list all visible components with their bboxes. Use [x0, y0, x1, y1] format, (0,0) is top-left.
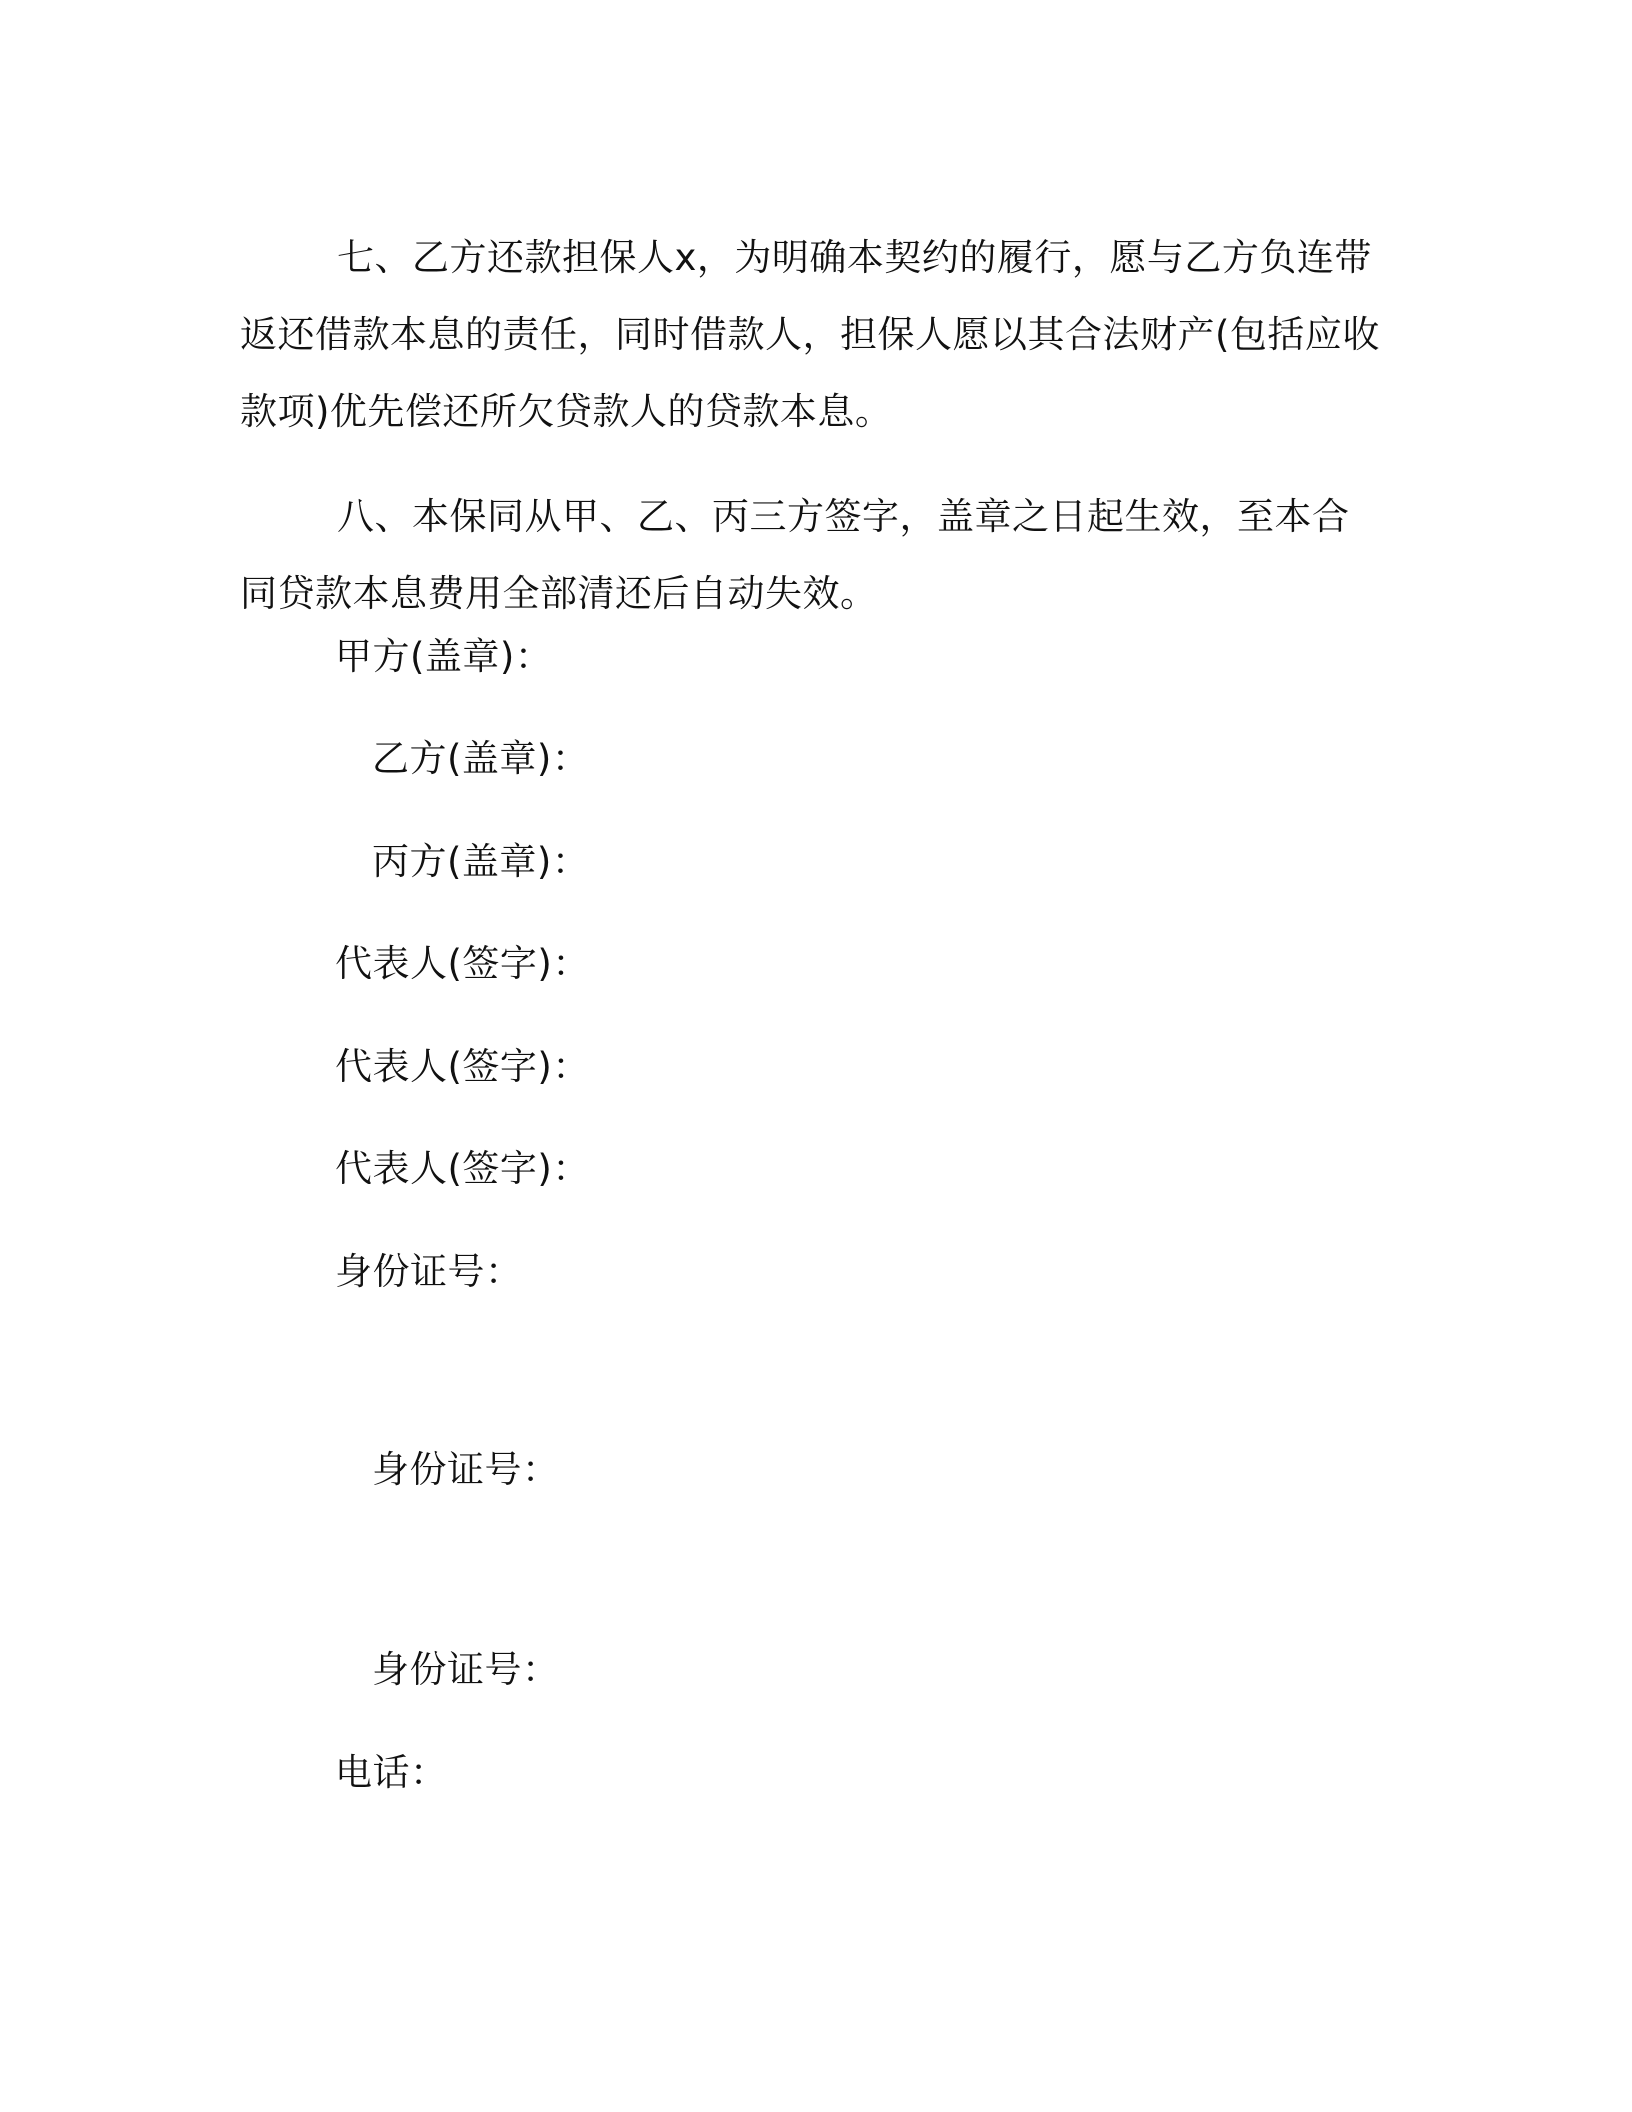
party-a-seal-label: 甲方(盖章)：: [335, 635, 553, 678]
party-c-seal-label: 丙方(盖章)：: [372, 840, 590, 883]
clause-eight-paragraph: 八、本保同从甲、乙、丙三方签字，盖章之日起生效，至本合同贷款本息费用全部清还后自动失效。: [240, 495, 1350, 615]
clause-seven-paragraph: 七、乙方还款担保人x，为明确本契约的履行，愿与乙方负连带返还借款本息的责任，同时借款人，担保人愿以其合法财产(包括应收款项)优先偿还所欠贷款人的贷款本息。: [240, 236, 1380, 433]
id-number-label-1: 身份证号：: [335, 1250, 523, 1293]
representative-signature-label-2: 代表人(签字)：: [335, 1045, 590, 1088]
party-b-seal-label: 乙方(盖章)：: [372, 737, 590, 780]
phone-label: 电话：: [335, 1751, 448, 1794]
representative-signature-label-1: 代表人(签字)：: [335, 942, 590, 985]
id-number-label-3: 身份证号：: [372, 1648, 560, 1691]
id-number-label-2: 身份证号：: [372, 1448, 560, 1491]
representative-signature-label-3: 代表人(签字)：: [335, 1147, 590, 1190]
